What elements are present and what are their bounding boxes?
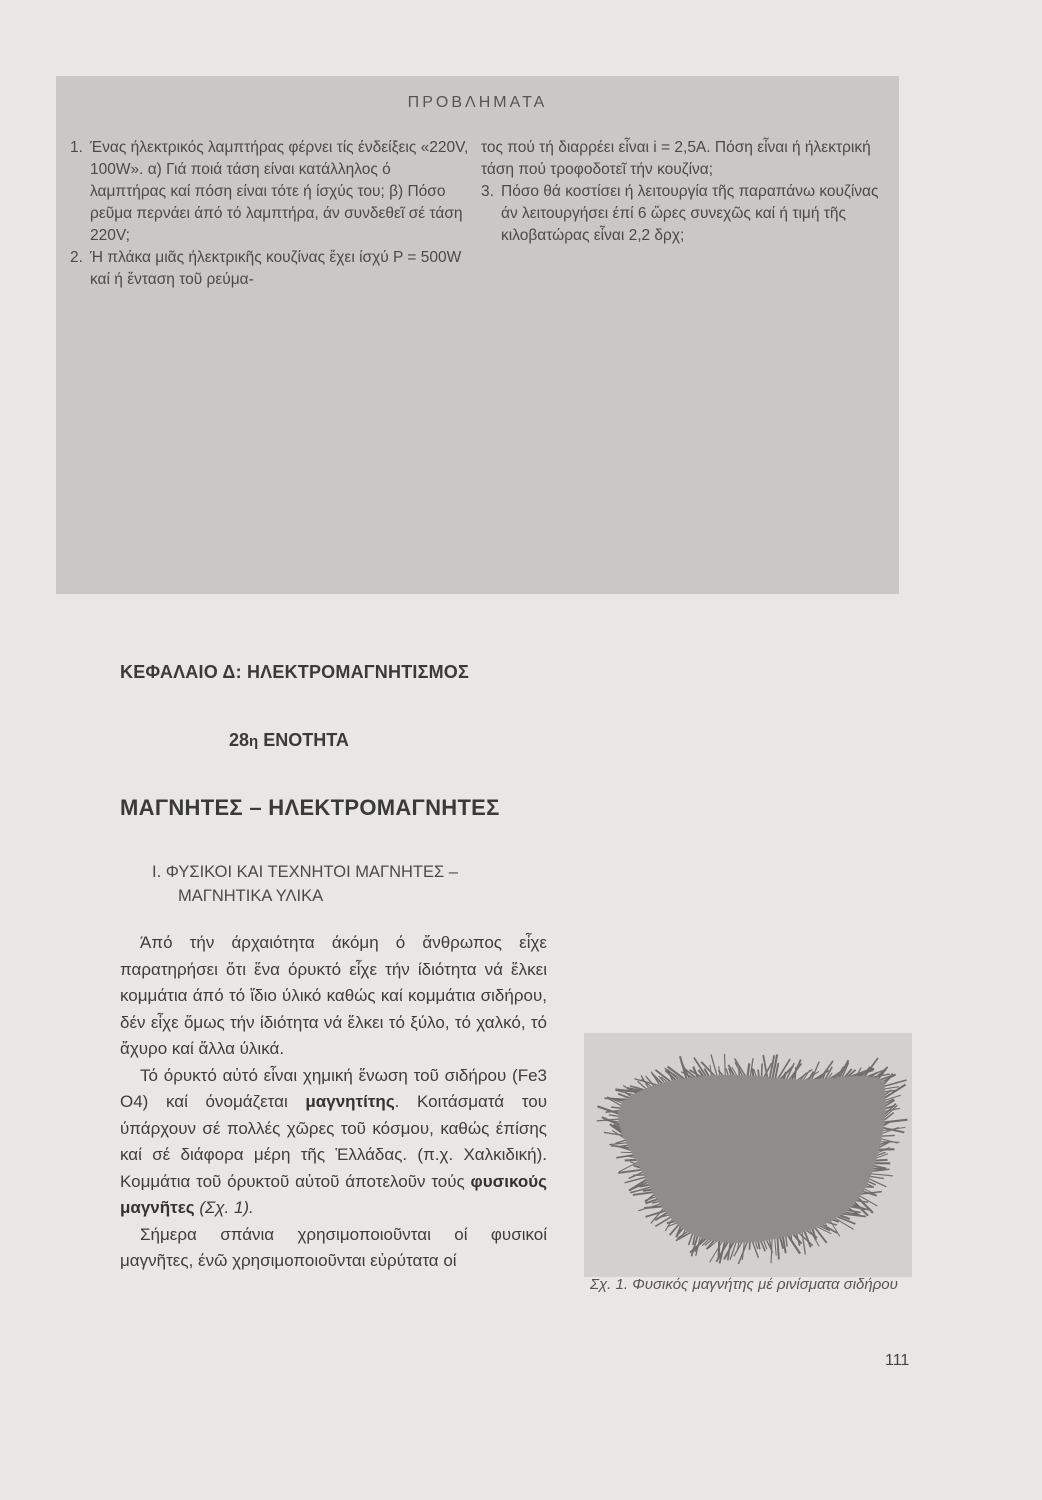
problem-number: 2. <box>70 249 83 266</box>
problem-number: 3. <box>481 183 494 200</box>
text-run: Τό όρυκτό αὐτό εἶναι χημική ἕνωση τοῦ σιδήρου (Fe3 O4) καί όνομάζεται <box>120 1065 547 1111</box>
problem-text: Πόσο θά κοστίσει ή λειτουργία τῆς παραπάνω κουζίνας άν λειτουργήσει έπί 6 ὥρες συνεχῶς καί ή τιμή τῆς κιλοβατώρας εἶναι 2,2 δρχ; <box>501 183 879 244</box>
section-heading-line1: I. ΦΥΣΙΚΟΙ ΚΑΙ ΤΕΧΝΗΤΟΙ ΜΑΓΝΗΤΕΣ – <box>152 863 458 881</box>
body-text <box>120 930 547 1275</box>
paragraph-3: Σήμερα σπάνια χρησιμοποιοῦνται οί φυσικοί μαγνῆτες, ένῶ χρησιμοποιοῦνται εὐρύτατα οί <box>120 1224 547 1270</box>
problems-title: ΠΡΟΒΛΗΜΑΤΑ <box>407 94 548 111</box>
problem-1 <box>70 137 470 247</box>
problem-2 <box>70 247 470 291</box>
unit-number: 28 <box>229 730 250 750</box>
chapter-heading: ΚΕΦΑΛΑΙΟ Δ: ΗΛΕΚΤΡΟΜΑΓΝΗΤΙΣΜΟΣ <box>120 662 469 682</box>
problems-left-column <box>70 137 470 291</box>
unit-heading <box>229 730 349 751</box>
figure-reference: (Σχ. 1). <box>194 1198 254 1217</box>
figure-caption: Σχ. 1. Φυσικός μαγνήτης μέ ρινίσματα σιδήρου <box>590 1276 898 1293</box>
section-heading-line2: ΜΑΓΝΗΤΙΚΑ ΥΛΙΚΑ <box>178 887 324 905</box>
problems-box <box>56 76 899 594</box>
section-heading <box>152 860 458 908</box>
page-number: 111 <box>885 1352 910 1369</box>
paragraph-1: Άπό τήν άρχαιότητα άκόμη ό ἄνθρωπος εἶχε παρατηρήσει ὅτι ἕνα όρυκτό εἶχε τήν ίδιότητα νά ἕλκει κομμάτια άπό τό ἴδιο ύλικό καθώς καί κομμάτια σιδήρου, δέν εἶχε ὅμως τήν ίδιότητα νά ἕλκει τό ξύλο, τό χαλκό, τό ἄχυρο καί ἄλλα ύλικά. <box>120 933 547 1058</box>
unit-label: ΕΝΟΤΗΤΑ <box>263 730 349 750</box>
unit-suffix: η <box>249 733 259 750</box>
term-natural-magnets: φυσικούς μαγνῆτες <box>120 1171 547 1217</box>
magnet-illustration <box>584 1033 912 1277</box>
text-run: . Κοιτάσματά του ύπάρχουν σέ πολλές χῶρες τοῦ κόσμου, καθώς έπίσης καί σέ διάφορα μέρη τῆς Ἑλλάδας. (π.χ. Χαλκιδική). Κομμάτια τοῦ όρυκτοῦ αὐτοῦ άποτελοῦν τούς <box>120 1092 548 1191</box>
problem-3 <box>481 181 886 247</box>
problems-right-column <box>481 137 886 247</box>
problem-number: 1. <box>70 139 83 156</box>
figure-natural-magnet <box>584 1033 912 1277</box>
problem-text: Ένας ήλεκτρικός λαμπτήρας φέρνει τίς ένδείξεις «220V, 100W». α) Γιά ποιά τάση είναι κατάλληλος ό λαμπτήρας καί πόση είναι τότε ή ίσχύς του; β) Πόσο ρεῦμα περνάει άπό τό λαμπτήρα, άν συνδεθεῖ σέ τάση 220V; <box>90 139 469 244</box>
problem-2-continued: τος πού τή διαρρέει εἶναι i = 2,5A. Πόση εἶναι ή ήλεκτρική τάση πού τροφοδοτεῖ τήν κουζίνα; <box>481 139 871 178</box>
problem-text: Ή πλάκα μιᾶς ήλεκτρικῆς κουζίνας ἔχει ίσχύ P = 500W καί ή ἔνταση τοῦ ρεύμα- <box>90 249 462 288</box>
term-magnetite: μαγνητίτης <box>305 1092 395 1111</box>
paragraph-2 <box>120 1063 547 1222</box>
lesson-title: ΜΑΓΝΗΤΕΣ – ΗΛΕΚΤΡΟΜΑΓΝΗΤΕΣ <box>120 795 500 820</box>
